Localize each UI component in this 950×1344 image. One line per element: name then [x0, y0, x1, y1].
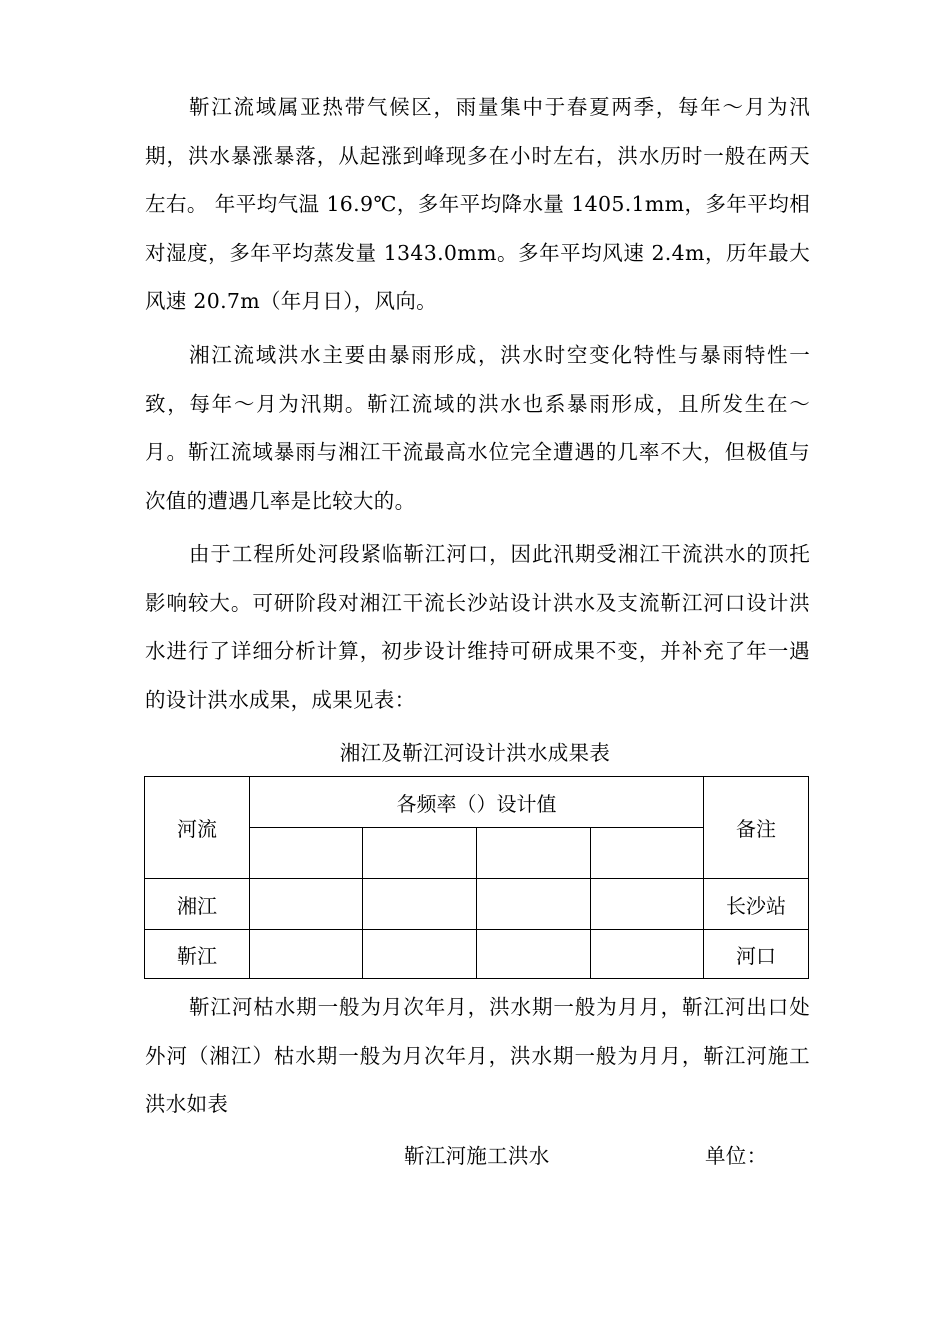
frequency-cell [477, 828, 591, 879]
value-cell [477, 930, 591, 979]
table-row [145, 879, 809, 930]
paragraph-design-flood: 由于工程所处河段紧临靳江河口，因此汛期受湘江干流洪水的顶托影响较大。可研阶段对湘江干流长沙站设计洪水及支流靳江河口设计洪水进行了详细分析计算，初步设计维持可研成果不变，并补充了年一遇的设计洪水成果，成果见表： [145, 542, 810, 712]
frequency-cell [591, 828, 704, 879]
header-river: 河流 [145, 777, 250, 879]
paragraph-climate: 靳江流域属亚热带气候区，雨量集中于春夏两季，每年～月为汛期，洪水暴涨暴落，从起涨到峰现多在小时左右，洪水历时一般在两天左右。 年平均气温 16.9℃，多年平均降水量 1405.1mm，多年平均相对湿度，多年平均蒸发量 1343.0mm。多年平均风速 2.4m，历年最大风速 20.7m（年月日），风向。 [145, 95, 810, 313]
river-name-cell: 靳江 [145, 930, 250, 979]
value-cell [477, 879, 591, 930]
river-name-cell: 湘江 [145, 879, 250, 930]
value-cell [250, 879, 363, 930]
header-note: 备注 [704, 777, 809, 879]
value-cell [591, 879, 704, 930]
note-cell: 长沙站 [704, 879, 809, 930]
frequency-cell [250, 828, 363, 879]
value-cell [363, 879, 477, 930]
unit-label: 单位： [705, 1144, 768, 1168]
paragraph-flood-formation: 湘江流域洪水主要由暴雨形成，洪水时空变化特性与暴雨特性一致，每年～月为汛期。靳江流域的洪水也系暴雨形成，且所发生在～月。靳江流域暴雨与湘江干流最高水位完全遭遇的几率不大，但极值与次值的遭遇几率是比较大的。 [145, 343, 810, 513]
value-cell [363, 930, 477, 979]
value-cell [591, 930, 704, 979]
table-caption: 湘江及靳江河设计洪水成果表 [339, 741, 611, 765]
value-cell [250, 930, 363, 979]
note-cell: 河口 [704, 930, 809, 979]
table-header-row [145, 777, 809, 828]
paragraph-construction-flood: 靳江河枯水期一般为月次年月，洪水期一般为月月，靳江河出口处外河（湘江）枯水期一般为月次年月，洪水期一般为月月，靳江河施工洪水如表 [145, 995, 810, 1116]
frequency-cell [363, 828, 477, 879]
header-design-values: 各频率（）设计值 [250, 777, 704, 828]
table-row [145, 930, 809, 979]
table2-caption: 靳江河施工洪水 [404, 1144, 550, 1168]
design-flood-table [144, 776, 809, 979]
